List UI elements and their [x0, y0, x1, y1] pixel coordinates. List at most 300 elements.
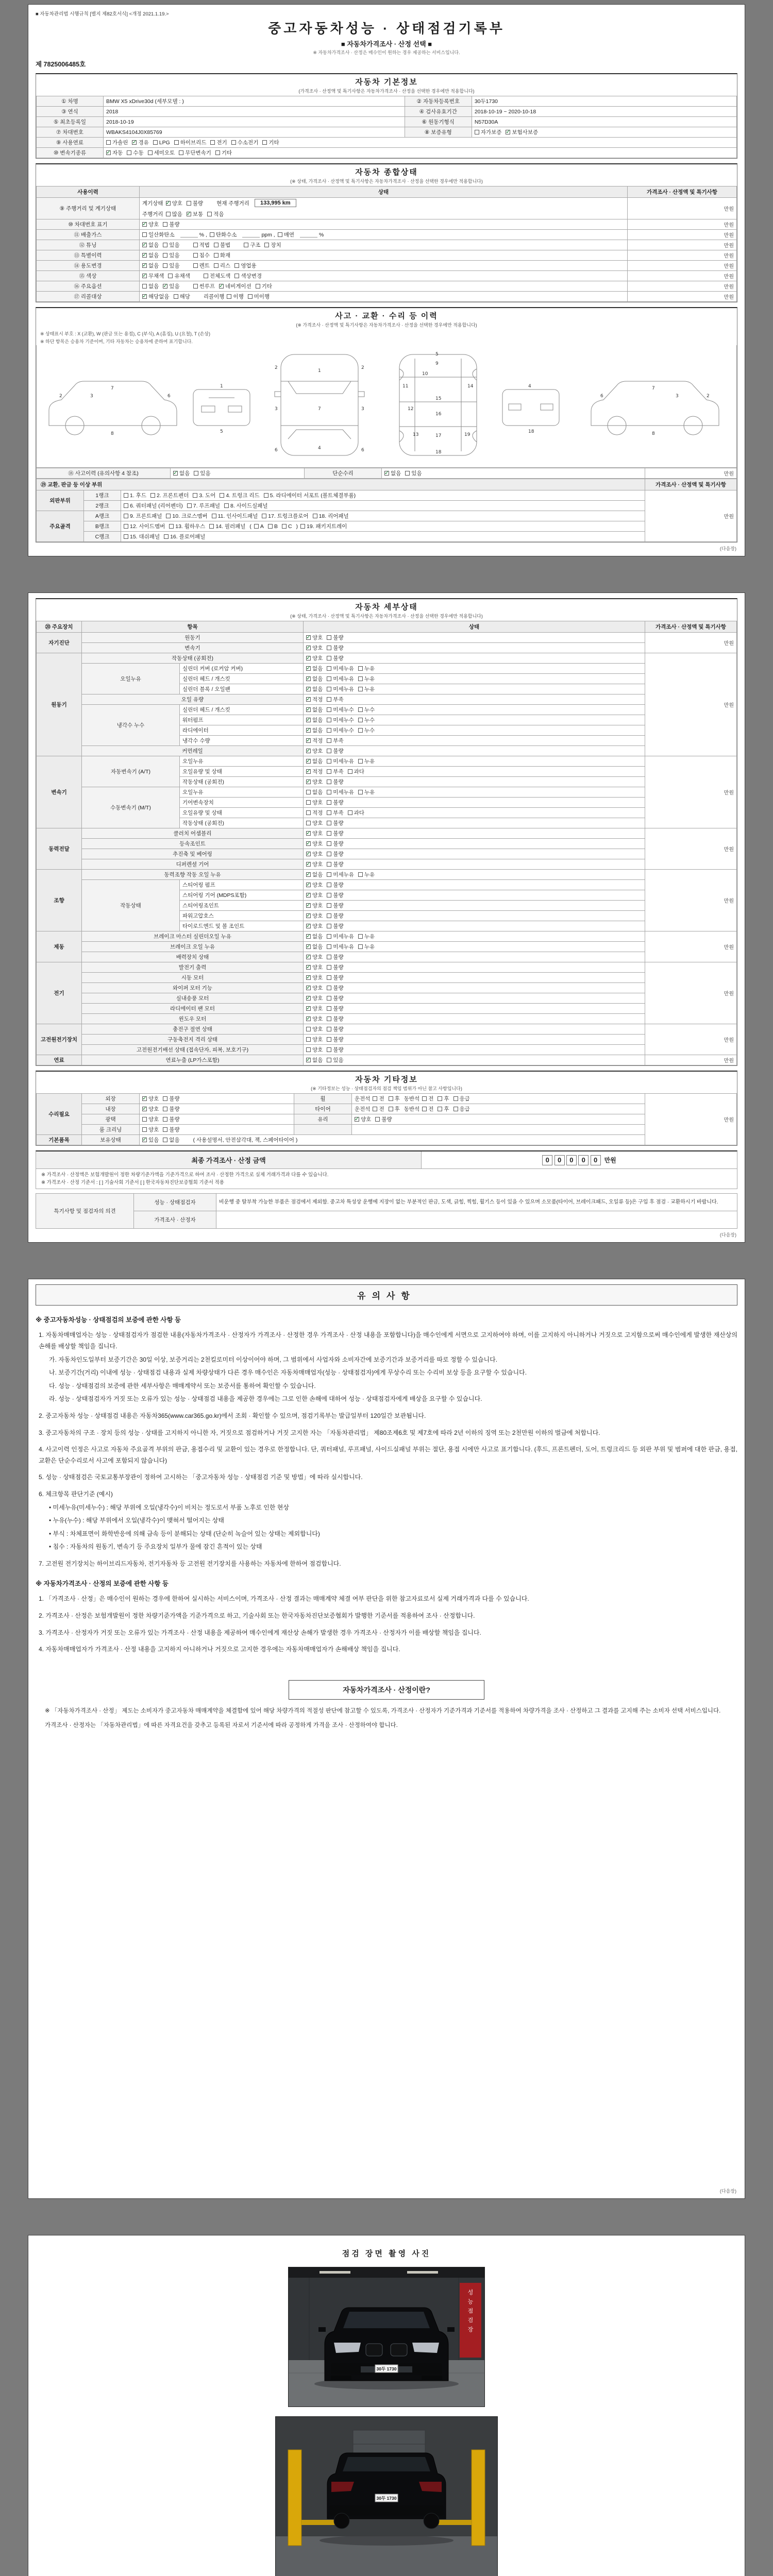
- checkbox-box: [306, 666, 311, 671]
- checkbox-label: 양호: [312, 645, 323, 651]
- section-etc-info: [36, 1071, 737, 1146]
- checkbox-화재[interactable]: [214, 251, 230, 259]
- checkbox-누수[interactable]: [358, 716, 375, 724]
- checkbox-전기[interactable]: [210, 139, 227, 146]
- checkbox-양호[interactable]: [306, 994, 323, 1002]
- checkbox-누유[interactable]: [358, 665, 375, 672]
- checkbox-양호[interactable]: [142, 1105, 159, 1113]
- checkbox-label: 10. 크로스멤버: [172, 513, 208, 519]
- checkbox-label: 썬루프: [199, 283, 215, 290]
- checkbox-전[interactable]: [422, 1095, 433, 1103]
- checkbox-5. 라디에이터 서포트 (볼트체결부품)[interactable]: [264, 492, 356, 499]
- device-group: 전기: [37, 962, 82, 1024]
- checkbox-미세누유[interactable]: [327, 665, 354, 672]
- checkbox-label: 적정: [312, 810, 323, 816]
- checkbox-label: 14. 필러패널: [215, 523, 246, 530]
- checkbox-적정[interactable]: [306, 696, 323, 703]
- checkbox-세미오토[interactable]: [148, 149, 175, 157]
- checkbox-14. 필러패널[interactable]: [209, 522, 245, 530]
- checkbox-불량[interactable]: [327, 850, 343, 858]
- item-state: [304, 633, 645, 643]
- checkbox-미세누유[interactable]: [327, 685, 354, 693]
- checkbox-이행[interactable]: [227, 293, 243, 300]
- checkbox-7. 루프패널[interactable]: [187, 502, 220, 510]
- checkbox-후[interactable]: [389, 1095, 400, 1103]
- detail-row: [37, 849, 737, 859]
- checkbox-양호[interactable]: [355, 1115, 371, 1123]
- checkbox-양호[interactable]: [306, 1046, 323, 1054]
- checkbox-양호[interactable]: [306, 644, 323, 652]
- checkbox-응급[interactable]: [453, 1105, 470, 1113]
- field-value: [104, 148, 737, 158]
- checkbox-label: 누수: [364, 707, 375, 713]
- checkbox-적정[interactable]: [306, 737, 323, 744]
- checkbox-불량[interactable]: [327, 799, 343, 806]
- checkbox-장치[interactable]: [264, 241, 281, 249]
- checkbox-없음[interactable]: [142, 262, 159, 269]
- checkbox-하이브리드[interactable]: [174, 139, 207, 146]
- checkbox-불량[interactable]: [163, 1095, 179, 1103]
- sub-item: 스티어링 기어 (MDPS포함): [180, 890, 304, 901]
- checkbox-불법[interactable]: [214, 241, 230, 249]
- panel-group: 외판부위: [37, 490, 84, 511]
- checkbox-불량[interactable]: [327, 1036, 343, 1043]
- checkbox-양호[interactable]: [166, 199, 182, 207]
- checkbox-전[interactable]: [422, 1105, 433, 1113]
- checkbox-누유[interactable]: [358, 685, 375, 693]
- checkbox-불량[interactable]: [327, 922, 343, 930]
- checkbox-label: 있음: [333, 1057, 344, 1063]
- checkbox-불량[interactable]: [327, 891, 343, 899]
- checkbox-전[interactable]: [373, 1105, 384, 1113]
- checkbox-양호[interactable]: [306, 922, 323, 930]
- checkbox-양호[interactable]: [306, 829, 323, 837]
- checkbox-없음[interactable]: [306, 685, 323, 693]
- checkbox-12. 사이드멤버[interactable]: [124, 522, 165, 530]
- row-label: ⑰ 리콜대상: [37, 292, 140, 302]
- blank-field[interactable]: [300, 232, 317, 238]
- checkbox-있음[interactable]: [194, 469, 210, 477]
- checkbox-box: [373, 1096, 377, 1101]
- checkbox-label: 없음: [179, 470, 190, 477]
- checkbox-불량[interactable]: [163, 1105, 179, 1113]
- checkbox-box: [389, 1096, 393, 1101]
- item-state: [304, 694, 645, 705]
- checkbox-label: 양호: [312, 635, 323, 641]
- checkbox-불량[interactable]: [327, 1015, 343, 1023]
- checkbox-후[interactable]: [438, 1095, 449, 1103]
- checkbox-없음[interactable]: [306, 871, 323, 878]
- checkbox-없음[interactable]: [142, 251, 159, 259]
- checkbox-양호[interactable]: [306, 912, 323, 920]
- checkbox-없음[interactable]: [384, 469, 401, 477]
- checkbox-침수[interactable]: [193, 251, 210, 259]
- checkbox-양호[interactable]: [142, 1115, 159, 1123]
- checkbox-18. 리어패널[interactable]: [313, 512, 349, 520]
- checkbox-label: 양호: [312, 841, 323, 847]
- checkbox-무단변속기[interactable]: [179, 149, 211, 157]
- checkbox-불량[interactable]: [375, 1115, 392, 1123]
- checkbox-불량[interactable]: [327, 644, 343, 652]
- opinion-text: [216, 1211, 737, 1229]
- notice-line: 가. 자동차인도일부터 보증기간은 30일 이상, 보증거리는 2천킬로미터 이상이어야 하며, 그 범위에서 사업자와 소비자간에 보증기간과 보증거리를 따로 정할 수 있습니다.: [49, 1355, 498, 1363]
- checkbox-없음[interactable]: [306, 943, 323, 951]
- checkbox-label: 양호: [312, 954, 323, 960]
- checkbox-있음[interactable]: [163, 262, 179, 269]
- photo-front-svg: [289, 2267, 484, 2406]
- checkbox-불량[interactable]: [327, 963, 343, 971]
- checkbox-후[interactable]: [438, 1105, 449, 1113]
- checkbox-9. 프론트패널[interactable]: [124, 512, 162, 520]
- checkbox-LPG[interactable]: [153, 140, 170, 146]
- checkbox-불량[interactable]: [327, 881, 343, 889]
- checkbox-11. 인사이드패널[interactable]: [212, 512, 258, 520]
- section-title: 자동차 기타정보: [355, 1075, 418, 1084]
- checkbox-불량[interactable]: [327, 974, 343, 981]
- checkbox-label: 양호: [312, 923, 323, 929]
- checkbox-label: 없음: [312, 944, 323, 950]
- checkbox-양호[interactable]: [306, 860, 323, 868]
- checkbox-label: 적음: [213, 211, 224, 217]
- checkbox-미세누유[interactable]: [327, 943, 354, 951]
- checkbox-불량[interactable]: [327, 902, 343, 909]
- checkbox-양호[interactable]: [306, 819, 323, 827]
- checkbox-보험사보증[interactable]: [506, 128, 538, 136]
- checkbox-label: 구조: [250, 242, 261, 248]
- checkbox-가솔린[interactable]: [106, 139, 128, 146]
- checkbox-누유[interactable]: [358, 788, 375, 796]
- checkbox-누유[interactable]: [358, 675, 375, 683]
- checkbox-box: [268, 524, 273, 529]
- checkbox-과다[interactable]: [348, 768, 364, 775]
- detail-row: [37, 1024, 737, 1035]
- checkbox-누유[interactable]: [358, 943, 375, 951]
- checkbox-적법[interactable]: [193, 241, 210, 249]
- checkbox-불량[interactable]: [327, 747, 343, 755]
- checkbox-부족[interactable]: [327, 809, 343, 817]
- checkbox-불량[interactable]: [163, 1126, 179, 1133]
- checkbox-후[interactable]: [389, 1105, 400, 1113]
- checkbox-label: 3. 도어: [199, 493, 216, 499]
- checkbox-네비게이션[interactable]: [219, 282, 251, 290]
- checkbox-불량[interactable]: [327, 840, 343, 848]
- checkbox-부족[interactable]: [327, 768, 343, 775]
- item-label: 작동상태: [82, 880, 180, 931]
- checkbox-유채색[interactable]: [168, 272, 190, 280]
- etc-group: 수리필요: [37, 1094, 82, 1135]
- item-state: [304, 880, 645, 890]
- blank-field[interactable]: [242, 232, 260, 238]
- etc-item: 광택: [82, 1114, 140, 1125]
- etc-info-table: [36, 1093, 737, 1145]
- checkbox-영업용[interactable]: [234, 262, 256, 269]
- checkbox-label: 15. 대쉬패널: [130, 534, 160, 540]
- checkbox-box: [278, 232, 282, 237]
- checkbox-누유[interactable]: [358, 933, 375, 940]
- checkbox-해당[interactable]: [174, 293, 190, 300]
- checkbox-일산화탄소[interactable]: [142, 231, 175, 239]
- checkbox-label: 있음: [200, 470, 211, 477]
- checkbox-불량[interactable]: [327, 778, 343, 786]
- checkbox-없음[interactable]: [306, 933, 323, 940]
- etc-group: 기본품목: [37, 1135, 82, 1145]
- checkbox-양호[interactable]: [306, 747, 323, 755]
- checkbox-A[interactable]: [254, 523, 264, 530]
- checkbox-box: [306, 1047, 311, 1052]
- checkbox-label: 없음: [391, 470, 401, 477]
- checkbox-적정[interactable]: [306, 809, 323, 817]
- price-note-1: ※ 가격조사 · 산정액은 보험개발원이 정한 차량기준가액을 기준가격으로 하여 조사 · 산정한 가격으로 실제 거래가격과 다를 수 있습니다.: [41, 1172, 329, 1178]
- car-diagram-svg: [39, 348, 729, 462]
- checkbox-있음[interactable]: [142, 1136, 159, 1144]
- checkbox-있음[interactable]: [405, 469, 422, 477]
- checkbox-불량[interactable]: [327, 1005, 343, 1012]
- checkbox-불량[interactable]: [327, 984, 343, 992]
- price-note-2: ※ 가격조사 · 산정 기준서 : [ ] 기술사회 기준서 [ ] 한국자동차진단보증협회 기준서 적용: [41, 1180, 224, 1186]
- checkbox-불량[interactable]: [327, 1046, 343, 1054]
- checkbox-과다[interactable]: [348, 809, 364, 817]
- item-state: [304, 1045, 645, 1055]
- checkbox-B[interactable]: [268, 523, 278, 530]
- rank-row: [37, 490, 737, 501]
- checkbox-불량[interactable]: [327, 912, 343, 920]
- checkbox-box: [234, 263, 239, 268]
- checkbox-box: [327, 1037, 331, 1042]
- checkbox-10. 크로스멤버[interactable]: [166, 512, 207, 520]
- checkbox-응급[interactable]: [453, 1095, 470, 1103]
- checkbox-누유[interactable]: [358, 757, 375, 765]
- price-cell: 만원: [645, 468, 737, 479]
- checkbox-불량[interactable]: [327, 953, 343, 961]
- checkbox-양호[interactable]: [306, 850, 323, 858]
- summary-header: 사용이력 상태 가격조사 · 산정액 및 특기사항: [37, 187, 737, 198]
- checkbox-label: 없음: [312, 717, 323, 723]
- checkbox-양호[interactable]: [306, 881, 323, 889]
- checkbox-box: [168, 274, 173, 278]
- license-plate-front: 30두 1730: [376, 2366, 397, 2372]
- checkbox-불량[interactable]: [327, 1025, 343, 1033]
- checkbox-2. 프론트펜더[interactable]: [150, 492, 189, 499]
- checkbox-19. 패키지트레이[interactable]: [300, 522, 347, 530]
- checkbox-1. 후드[interactable]: [124, 492, 146, 499]
- checkbox-불량[interactable]: [327, 829, 343, 837]
- basic-row: [37, 148, 737, 158]
- checkbox-label: 전: [379, 1106, 384, 1112]
- checkbox-불량[interactable]: [187, 199, 203, 207]
- checkbox-label: 불량: [333, 892, 344, 899]
- blank-field[interactable]: [180, 232, 198, 238]
- inline-text: (: [249, 523, 251, 530]
- checkbox-box: [306, 718, 311, 722]
- checkbox-양호[interactable]: [306, 654, 323, 662]
- checkbox-box: [169, 524, 174, 529]
- opinion-text: 비운행 중 탈부착 가능한 부품은 점검에서 제외함. 중고차 특성상 운행에 지장이 없는 부분적인 판금, 도색, 긁힘, 찍힘, 휠기스 등이 있을 수 있으며 소모품(타이어, 브레이크패드, 오일류 등)은 구입 후 점검 · 교환하시기 바랍니다.: [216, 1194, 737, 1211]
- checkbox-양호[interactable]: [306, 1025, 323, 1033]
- checkbox-17. 트렁크플로어[interactable]: [262, 512, 308, 520]
- checkbox-box: [327, 759, 331, 764]
- checkbox-누수[interactable]: [358, 726, 375, 734]
- checkbox-양호[interactable]: [306, 840, 323, 848]
- checkbox-탄화수소[interactable]: [210, 231, 237, 239]
- checkbox-box: [375, 1117, 380, 1122]
- checkbox-누유[interactable]: [358, 871, 375, 878]
- checkbox-없음[interactable]: [173, 469, 190, 477]
- checkbox-양호[interactable]: [306, 778, 323, 786]
- checkbox-양호[interactable]: [306, 799, 323, 806]
- item-label: 자동변속기 (A/T): [82, 756, 180, 787]
- checkbox-C[interactable]: [282, 523, 292, 530]
- checkbox-없음[interactable]: [306, 1056, 323, 1064]
- item-label: 오일 유량: [82, 694, 304, 705]
- checkbox-box: [306, 955, 311, 959]
- checkbox-불량[interactable]: [327, 634, 343, 641]
- checkbox-label: 불법: [220, 242, 231, 248]
- svg-text:2: 2: [707, 394, 710, 399]
- etc-row: [37, 1125, 737, 1135]
- checkbox-미세누유[interactable]: [327, 675, 354, 683]
- checkbox-누수[interactable]: [358, 706, 375, 714]
- checkbox-자가보증[interactable]: [475, 128, 502, 136]
- checkbox-미세누유[interactable]: [327, 757, 354, 765]
- checkbox-없음[interactable]: [306, 665, 323, 672]
- checkbox-색상변경[interactable]: [234, 272, 262, 280]
- detail-row: [37, 839, 737, 849]
- checkbox-없음[interactable]: [306, 716, 323, 724]
- item-state: [304, 911, 645, 921]
- inline-text: 운전석: [355, 1096, 371, 1102]
- checkbox-양호[interactable]: [142, 1126, 159, 1133]
- checkbox-불량[interactable]: [163, 1115, 179, 1123]
- checkbox-15. 대쉬패널[interactable]: [124, 533, 160, 540]
- checkbox-없음[interactable]: [306, 675, 323, 683]
- checkbox-구조[interactable]: [244, 241, 260, 249]
- checkbox-없음[interactable]: [306, 706, 323, 714]
- checkbox-label: 누수: [364, 727, 375, 734]
- checkbox-미세누유[interactable]: [327, 871, 354, 878]
- checkbox-양호[interactable]: [142, 221, 159, 228]
- etc-item: 외장: [82, 1094, 140, 1104]
- notice-line: 2. 중고자동차 성능 · 상태점검 내용은 자동차365(www.car365.go.kr)에서 조회 · 확인할 수 있으며, 점검기록부는 발급일부터 120일간 보관됩니다.: [39, 1412, 426, 1419]
- checkbox-적음[interactable]: [207, 210, 224, 218]
- checkbox-label: 4. 트렁크 리드: [226, 493, 260, 499]
- checkbox-불량[interactable]: [327, 994, 343, 1002]
- svg-text:11: 11: [402, 384, 409, 389]
- checkbox-전체도색[interactable]: [204, 272, 231, 280]
- checkbox-box: [164, 534, 169, 539]
- device-group: 동력전달: [37, 828, 82, 870]
- inspection-photos: [36, 2267, 737, 2576]
- item-label: 라디에이터 팬 모터: [82, 1004, 304, 1014]
- checkbox-적정[interactable]: [306, 768, 323, 775]
- checkbox-매연[interactable]: [278, 231, 294, 239]
- item-state: [304, 725, 645, 736]
- checkbox-4. 트렁크 리드[interactable]: [220, 492, 259, 499]
- checkbox-전[interactable]: [373, 1095, 384, 1103]
- checkbox-자동[interactable]: [106, 149, 123, 157]
- checkbox-미이행[interactable]: [248, 293, 270, 300]
- checkbox-6. 쿼터패널 (리어펜더)[interactable]: [124, 502, 183, 510]
- checkbox-양호[interactable]: [306, 963, 323, 971]
- checkbox-label: 11. 인사이드패널: [217, 513, 258, 519]
- checkbox-미세누유[interactable]: [327, 933, 354, 940]
- rank-row: [37, 501, 737, 511]
- checkbox-있음[interactable]: [163, 282, 179, 290]
- checkbox-box: [212, 514, 216, 518]
- checkbox-미세누유[interactable]: [327, 788, 354, 796]
- checkbox-불량[interactable]: [327, 654, 343, 662]
- checkbox-양호[interactable]: [306, 634, 323, 641]
- checkbox-양호[interactable]: [306, 891, 323, 899]
- checkbox-수동[interactable]: [127, 149, 143, 157]
- checkbox-기타[interactable]: [262, 139, 279, 146]
- checkbox-양호[interactable]: [306, 953, 323, 961]
- checkbox-부족[interactable]: [327, 696, 343, 703]
- checkbox-있음[interactable]: [163, 241, 179, 249]
- checkbox-8. 사이드실패널[interactable]: [224, 502, 268, 510]
- checkbox-미세누수[interactable]: [327, 726, 354, 734]
- checkbox-경유[interactable]: [132, 139, 148, 146]
- checkbox-불량[interactable]: [327, 819, 343, 827]
- checkbox-양호[interactable]: [306, 1015, 323, 1023]
- checkbox-label: 불량: [333, 985, 344, 991]
- checkbox-보통[interactable]: [187, 210, 203, 218]
- checkbox-많음[interactable]: [166, 210, 182, 218]
- item-state: [304, 777, 645, 787]
- checkbox-label: 후: [444, 1096, 449, 1102]
- checkbox-box: [327, 1016, 331, 1021]
- checkbox-없음[interactable]: [306, 726, 323, 734]
- checkbox-기타[interactable]: [215, 149, 232, 157]
- checkbox-양호[interactable]: [306, 984, 323, 992]
- checkbox-미세누수[interactable]: [327, 706, 354, 714]
- device-group: 원동기: [37, 653, 82, 756]
- checkbox-수소전기[interactable]: [231, 139, 259, 146]
- checkbox-양호[interactable]: [306, 974, 323, 981]
- checkbox-있음[interactable]: [163, 251, 179, 259]
- banner-text: 성: [467, 2290, 474, 2296]
- checkbox-16. 플로어패널[interactable]: [164, 533, 205, 540]
- checkbox-썬루프[interactable]: [193, 282, 215, 290]
- checkbox-해당없음[interactable]: [142, 293, 170, 300]
- checkbox-없음[interactable]: [163, 1136, 179, 1144]
- rank-items: [121, 532, 645, 542]
- checkbox-리스[interactable]: [214, 262, 230, 269]
- checkbox-box: [248, 294, 253, 299]
- checkbox-양호[interactable]: [306, 902, 323, 909]
- checkbox-미세누수[interactable]: [327, 716, 354, 724]
- checkbox-없음[interactable]: [142, 282, 159, 290]
- checkbox-있음[interactable]: [327, 1056, 343, 1064]
- checkbox-없음[interactable]: [142, 241, 159, 249]
- checkbox-box: [306, 944, 311, 949]
- checkbox-box: [142, 243, 147, 247]
- checkbox-13. 휠하우스[interactable]: [169, 522, 205, 530]
- svg-text:6: 6: [361, 448, 364, 453]
- checkbox-불량[interactable]: [163, 221, 179, 228]
- checkbox-없음[interactable]: [306, 757, 323, 765]
- checkbox-양호[interactable]: [142, 1095, 159, 1103]
- checkbox-부족[interactable]: [327, 737, 343, 744]
- checkbox-기타[interactable]: [256, 282, 272, 290]
- checkbox-없음[interactable]: [306, 788, 323, 796]
- checkbox-3. 도어[interactable]: [193, 492, 215, 499]
- checkbox-불량[interactable]: [327, 860, 343, 868]
- checkbox-box: [358, 790, 363, 794]
- checkbox-무채색[interactable]: [142, 272, 164, 280]
- checkbox-양호[interactable]: [306, 1005, 323, 1012]
- checkbox-양호[interactable]: [306, 1036, 323, 1043]
- checkbox-렌트[interactable]: [193, 262, 210, 269]
